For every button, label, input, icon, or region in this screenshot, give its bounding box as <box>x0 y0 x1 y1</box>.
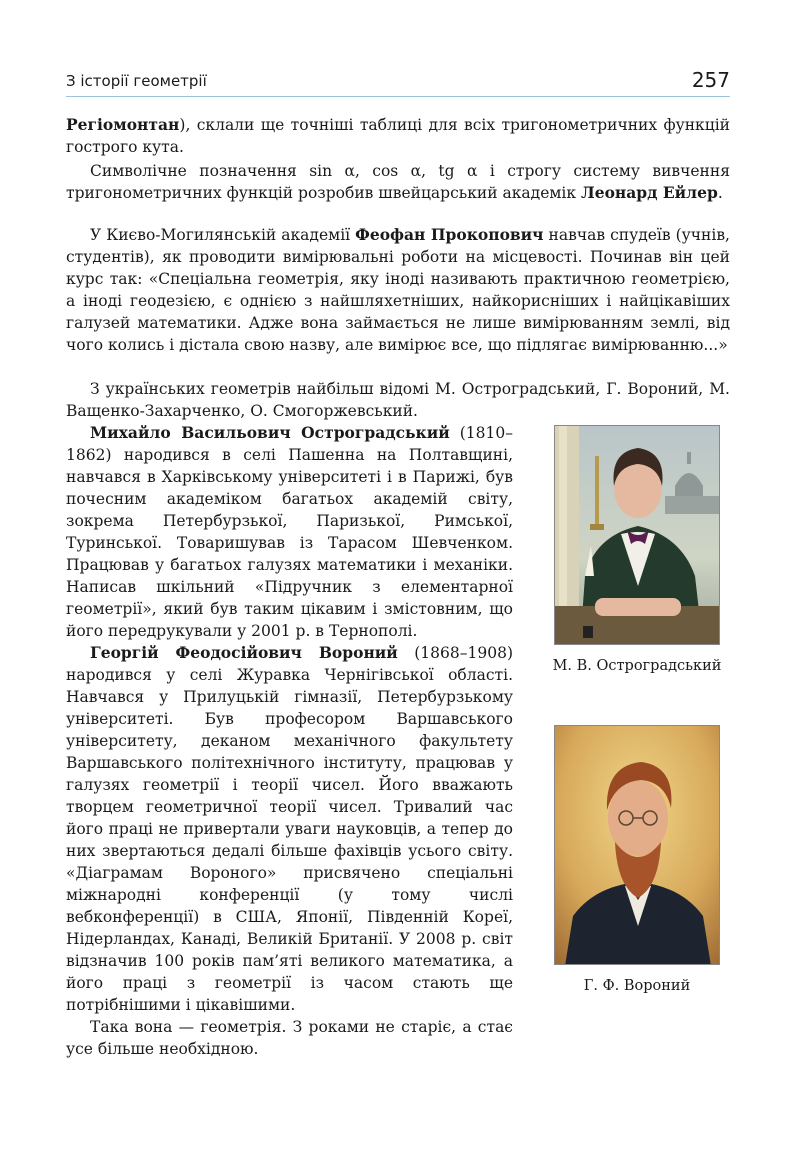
paragraph-euler <box>66 160 730 204</box>
bold-name: Леонард Ейлер <box>581 183 718 202</box>
ostrogradsky-portrait-image <box>555 426 720 645</box>
paragraph-ostrogradsky <box>66 422 513 642</box>
page-number: 257 <box>691 68 730 92</box>
bold-name: Регіомонтан <box>66 115 180 134</box>
paragraph-end: . <box>717 184 723 202</box>
ostrogradsky-portrait <box>554 425 720 645</box>
paragraph-prokopovych <box>66 224 730 356</box>
paragraph-text: З українських геометрів найбільш відомі М. Остроградський, Г. Вороний, М. Ващенко-Захарченко, О. Смогоржевський. <box>66 380 730 420</box>
bold-name: Феофан Прокопович <box>355 225 544 244</box>
voronoi-portrait <box>554 725 720 965</box>
voronoi-portrait-image <box>555 726 720 965</box>
paragraph-text: (1868–1908) народився у селі Журавка Чернігівської області. Навчався у Прилуцькій гімназії, Петербурзькому університеті. Був професором Варшавського університету, деканом механічного факультету Варшавського політехнічного інституту, працював у галузях геометрії і теорії чисел. Його вважають творцем геометричної теорії чисел. Тривалий час його праці не привертали уваги науковців, а тепер до них звертаються дедалі більше фахівців усього світу. «Діаграмам Вороного» присвячено спеціальні міжнародні конференції (у тому числі вебконференції) в США, Японії, Південній Кореї, Нідерландах, Канаді, Великій Британії. У 2008 р. світ відзначив 100 років пам’яті великого математика, а його праці з геометрії із часом стають ще потрібнішими і цікавішими. <box>66 644 513 1014</box>
voronoi-caption: Г. Ф. Вороний <box>583 978 691 994</box>
bold-name: Михайло Васильович Остроградський <box>90 423 450 442</box>
paragraph-regiomontan <box>66 114 730 158</box>
paragraph-text: Символічне позначення sin α, cos α, tg α і строгу систему вивчення тригонометричних функцій розробив швейцарський академік <box>66 162 730 202</box>
paragraph-start: У Києво-Могилянській академії <box>90 226 356 244</box>
bold-name: Георгій Феодосійович Вороний <box>90 643 398 662</box>
paragraph-text: ), склали ще точніші таблиці для всіх тригонометричних функцій гострого кута. <box>66 116 730 156</box>
paragraph-voronoi <box>66 642 513 1016</box>
paragraph-text: навчав спудеїв (учнів, студентів), як проводити вимірювальні роботи на місцевості. Починав він цей курс так: «Спеціальна геометрія, яку іноді називають практичною геометрією, а іноді геодезією, є однією з найшляхетніших, найкорисніших і найцікавіших галузей математики. Адже вона займається не лише вимірюванням землі, від чого колись і дістала свою назву, але вимірює все, що підлягає вимірюванню...» <box>66 226 730 354</box>
ostrogradsky-caption: М. В. Остроградський <box>552 658 722 674</box>
running-header <box>66 66 730 97</box>
paragraph-text: Така вона — геометрія. З роками не старіє, а стає усе більше необхідною. <box>66 1018 513 1058</box>
running-title: З історії геометрії <box>66 72 207 90</box>
paragraph-text: (1810–1862) народився в селі Пашенна на Полтавщині, навчався в Харківському університеті і в Парижі, був почесним академіком багатьох академій світу, зокрема Петербурзької, Паризької, Римської, Туринської. Товаришував із Тарасом Шевченком. Працював у багатьох галузях математики і механіки. Написав шкільний «Підручник з елементарної геометрії», який був таким цікавим і змістовним, що його передрукували у 2001 р. в Тернополі. <box>66 424 513 640</box>
paragraph-closing <box>66 1016 513 1060</box>
paragraph-geometers <box>66 378 730 422</box>
